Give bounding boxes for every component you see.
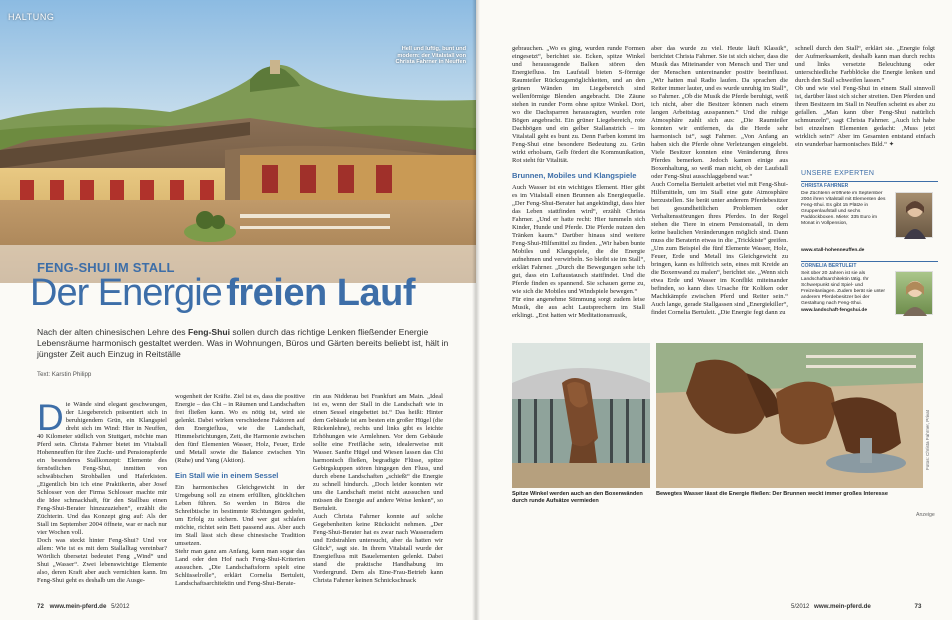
- page-gutter: [472, 0, 480, 620]
- right-col-3: [795, 45, 935, 157]
- section-label: HALTUNG: [8, 12, 55, 22]
- left-col-1: [37, 393, 167, 595]
- right-page: [476, 0, 952, 620]
- lead-text-start: Nach der alten chinesischen Lehre des: [37, 327, 188, 337]
- expert-1-text: Die Züchterin eröffnete im September 2004 ihren Vitalstall mit Elementen des Feng-Shui. Es gibt 15 Plätze in Gruppenlaufstall und sechs Paddockboxen. Miete: 335 Euro im Monat in Vollpension,: [801, 191, 886, 226]
- right-url: www.mein-pferd.de: [814, 603, 871, 610]
- left-issue: 5/2012: [111, 604, 130, 610]
- hero-caption: Hell und luftig, bunt und modern: der Vitalstall von Christa Fahrner in Neuffen: [395, 46, 466, 66]
- right-col-2: aber das wurde zu viel. Heute läuft Klassik“, berichtet Christa Fahrner. Sie ist sich sicher, dass die Musik das Miteinander von Mensch und Tier und der Menschen untereinander positiv beeinflusst. „Wir hatten mal Radio laufen. Da sprachen die Reiter immer lauter, und es wurde unruhig im Stall“, so Fahrner. „Ob die Musik die Pferde beruhigt, weiß ich nicht, aber die Besitzer können nach einem langen Arbeitstag ausspannen.“ Und die ruhige Atmosphäre zahlt sich aus: „Die Raumteiler konnten wir entfernen, da die Herde sehr harmonisch ist“, sagt Fahrner. „Von Anfang an haben sich die Pferde ohne Verletzungen eingelebt. Viele Besitzer konnten eine Veränderung ihres Pferdes bemerken. Jedoch kamen einige aus Boxenhaltung, so weiß man nicht, ob der Laufstall oder Feng-Shui ausschlaggebend war.“ Auch Cornelia Bertuleit arbeitet viel mit Feng-Shui-Hilfsmitteln, um im Stall eine gute Atmosphäre herzustellen. Sie berät unter anderem Pferdebesitzer bei gesundheitlichen Problemen oder Verhaltensstörungen ihres Pferdes. In der Regel stehen die Tiere in einem Pensionsstall, in dem keine baulichen Veränderungen möglich sind. Dann muss die Beraterin etwas in die „Trickkiste“ greifen. „Um zum Beispiel die fünf Elemente Wasser, Holz, Feuer, Erde und Metall ins Gleichgewicht zu bringen, kann es hilfreich sein, eines mit Kreide an die Boxenwand zu malen“, berichtet sie. „Wenn sich etwa Erde und Wasser im Konflikt miteinander befinden, so kann dies Ursache für Koliken oder Machtkämpfe zwischen Pferd und Reiter sein.“ Auch lange, gerade Stallgassen sind „Energiekiller“, findet Cornelia Bertuleit. „Die Energie fegt dann zu: [651, 45, 788, 316]
- portrait-icon: [896, 193, 934, 239]
- right-col-3-text: schnell durch den Stall“, erklärt sie. „Energie folgt der Aufmerksamkeit, deshalb kann man durch rechts und links versetzte Beleuchtung oder unterschiedliche Farbblöcke die Energie lenken und durch den Stall schweifen lassen.“ Ob und wie viel Feng-Shui in einem Stall sinnvoll ist, darüber lässt sich sicher streiten. Den Pferden und ihren Besitzern im Stall in Neuffen scheint es aber zu gefallen. „Man kann über Feng-Shui natürlich schmunzeln“, sagt Christa Fahrner. „Auch ich habe bei einzelnen Elementen gedacht: ‚Muss jetzt wirklich sein?‘ Aber im Gesamten entstand einfach ein wunderbar harmonisches Bild.“: [795, 45, 935, 148]
- right-folio: [791, 603, 921, 610]
- right-issue: 5/2012: [791, 604, 810, 610]
- left-col-1-text: ie Wände sind elegant geschwungen, der Liegebereich präsentiert sich in beruhigendem Grün, ein Klangspiel dreht sich im Wind: Hier in Neuffen, 40 Kilometer südlich von Stuttgart, möchte man Pferd sein. Christa Fahrner bietet im Vitalstall Hohenneuffen für ihre Zucht- und Pensionspferde ein besonderes Stallkonzept: Elemente des fernöstlichen Feng-Shui, inmitten von schwäbischen Strohballen und Haferkisten. „Eigentlich bin ich eine Praktikerin, aber Josef Schlosser von der Firma Schlosser machte mir die Idee schmackhaft, für den Stallbau einen Feng-Shui-Berater hinzuzuziehen“, erzählt die Züchterin. Und das Konzept ging auf: Als der Stall im September 2004 öffnete, war er nach nur vier Wochen voll. Doch was steckt hinter Feng-Shui? Und vor allem: Wie ist es mit dem Stallalltag vereinbar? Wörtlich übersetzt bedeutet Feng „Wind“ und Shui „Wasser“. Zwei lebenswichtige Elemente also, deren Kraft aber auch vernichten kann. Im Feng-Shui geht es deshalb um die Ausge-: [37, 401, 167, 584]
- lead-paragraph: [37, 327, 462, 360]
- drop-cap: D: [37, 397, 64, 438]
- expert-2-text: Seit über 20 Jahren ist sie als Landschaftsarchitektin tätig. Ihr Schwerpunkt sind Spiel- und Freizeitanlagen. Zudem berät sie unter anderem Pferdebesitzer bei der Gestaltung nach Feng-Shui.: [801, 271, 886, 306]
- stable-photo-illustration: [0, 0, 476, 283]
- lead-text-end: sollen durch das richtige Lenken fließender Energie Lebensräume harmonisch gestaltet werden. Was in Wohnungen, Büros und Gärten bereits beliebt ist, hält in jüngster Zeit auch Einzug in Reitställe: [37, 327, 449, 359]
- expert-2-name: CORNELIA BERTULEIT: [801, 261, 938, 269]
- right-page-number: 73: [914, 603, 922, 610]
- left-url: www.mein-pferd.de: [49, 603, 107, 610]
- left-page-number: 72: [37, 603, 44, 610]
- right-col-1: [512, 45, 645, 335]
- byline: Text: Karstin Philipp: [37, 371, 92, 378]
- headline-light: Der Energie: [30, 272, 222, 314]
- expert-1-photo: [895, 192, 933, 238]
- photo1-caption: Spitze Winkel werden auch an den Boxenwänden durch runde Aufsätze vermieden: [512, 491, 643, 504]
- right-col-1-para-b: Auch Wasser ist ein wichtiges Element. Hier gibt es im Vitalstall einen Brunnen als Energiequelle. „Der Feng-Shui-Berater hat angekündigt, dass hier das Leben stattfinden wird“, erzählt Christa Fahrner. „Und er hatte recht: Hier tummeln sich Kinder, Hunde und Pferde. Die Pferde nutzen den Tränken kaum.“ Darüber hinaus sind weitere Feng-Shui-Hilfsmittel zu finden. „Wir haben bunte Mobiles und Klangspiele, die die Energie aufnehmen und verwirbeln. So bleibt sie im Stall“, erklärt Fahrner. „Durch die Bewegungen sehe ich gut, dass ein Luftaustausch stattfindet. Und die Pferde finden es spannend. Sie schauen gerne zu, wie sich die Mobiles und Windspiele bewegen.“ Für eine angenehme Stimmung sorgt zudem leise Musik, die aus acht Lautsprechern im Stall erklingt. „Erst hatten wir Meditationsmusik,: [512, 184, 645, 319]
- photo2-caption: Bewegtes Wasser lässt die Energie fließen: Der Brunnen weckt immer großes Interesse: [656, 491, 889, 497]
- photo-horse-box: [512, 343, 650, 488]
- photo-credit: Fotos: Christa Fahrner, Privat: [925, 410, 930, 470]
- right-col-1-heading: Brunnen, Mobiles und Klangspiele: [512, 171, 637, 180]
- ad-tag: Anzeige: [916, 512, 935, 518]
- sidebar-title: UNSERE EXPERTEN: [801, 170, 875, 177]
- lead-bold-term: Feng-Shui: [187, 327, 230, 337]
- portrait-icon: [896, 272, 934, 316]
- left-col-2: [175, 393, 305, 595]
- horse-stall-illustration: [512, 343, 650, 488]
- headline-bold: freien Lauf: [226, 272, 415, 314]
- left-col-2-para-a: wogenheit der Kräfte. Ziel ist es, dass die positive Energie – das Chi – in Räumen und Landschaften frei fließen kann. Wo es nötig ist, wird sie gelenkt. Dabei wirken verschiedene Faktoren auf den Energiefluss, wie die Landschaft, Himmelsrichtungen, Zeit, die Harmonie zwischen den fünf Elementen Wasser, Holz, Feuer, Erde und Metall sowie die Balance zwischen Yin (Ruhe) und Yang (Aktion).: [175, 393, 305, 464]
- left-col-2-para-b: Ein harmonisches Gleichgewicht in der Umgebung soll zu einem erfüllten, glücklichen Leben führen. So werden in Büros die Schreibtische in bestimmte Richtungen gedreht, um Erfolg zu sichern. Und wer gut schlafen möchte, richtet sein Bett passend aus. Aber auch im Stall lässt sich diese chinesische Tradition umsetzen. Stehr man ganz am Anfang, kann man sogar das Land oder den Hof nach Feng-Shui-Kriterien aussuchen. „Die Landschaftsform spielt eine Schlüsselrolle“, erklärt Cornelia Bertuleit, Landschaftsarchitektin und Feng-Shui-Berate-: [175, 484, 305, 587]
- kicker: FENG-SHUI IM STALL: [37, 260, 175, 275]
- experts-sidebar: [801, 170, 938, 335]
- expert-2: [801, 261, 938, 341]
- expert-2-photo: [895, 271, 933, 315]
- headline: [30, 272, 415, 315]
- left-col-3: rin aus Nidderau bei Frankfurt am Main. „Ideal ist es, wenn der Stall in die Landschaft wie in einen Sessel eingebettet ist.“ Das heißt: Hinter dem Gebäude ist am besten ein großer Hügel (die Rückenlehne), rechts und links gibt es leichte Erhöhungen wie Armlehnen. Vor dem Gebäude sollte eine Freifläche sein, idealerweise mit Wasser. Sanfte Hügel und Wiesen lassen das Chi harmonisch fließen, begradigte Flüsse, spitze Gebirgskuppen stören hingegen den Fluss, und durch ebene Landschaften „schießt“ die Energie zu schnell hindurch. „Doch leider konnten wir uns die Landschaft meist nicht aussuchen und müssen die Energie auf andere Weise lenken“, so Bertuleit. Auch Christa Fahrner konnte auf solche Gegebenheiten keine Rücksicht nehmen. „Der Feng-Shui-Berater hat es zwar nach Wasseradern und Erdstrahlen untersucht, aber da hatten wir Glück“, sagt sie. In ihrem Vitalstall wurde der Energiefluss mit Bauelementen gelenkt. Dabei stand die praktische Handhabung im Vordergrund. Dem als Eine-Frau-Betrieb kann Christa Fahrner keinen Schnickschnack: [313, 393, 443, 584]
- expert-2-url[interactable]: www.landschaft-fengshui.de: [801, 308, 868, 313]
- expert-1-url[interactable]: www.stall-hohenneuffen.de: [801, 248, 865, 253]
- hero-photo: [0, 0, 476, 283]
- photo-horses-fountain: [656, 343, 923, 488]
- fountain-horses-illustration: [656, 343, 923, 488]
- expert-1-name: CHRISTA FAHRNER: [801, 181, 938, 189]
- left-folio: [37, 603, 129, 610]
- left-col-2-heading: Ein Stall wie in einem Sessel: [175, 471, 279, 480]
- right-col-1-para-a: gebrauchen. „Wo es ging, wurden runde Formen eingesetzt“, berichtet sie. Ecken, spitze Winkel und herausragende Balken stören den Energiefluss. Im Laufstall bieten S-förmige Raumteiler Rückzugsmöglichkeiten, und an den grünen Wänden im Liegebereich sind wellenförmige Blenden angebracht. Die Zäune stehen in runder Form ohne spitze Winkel. Dort, wo die Dachsparren herausragten, wurden rote Bögen angebracht. Ein grüner Liegebereich, rote Dachbögen und ein gelber Stallanstrich – im Vitalstall geht es bunt zu. Denn Farben kommt im Feng-Shui eine besondere Bedeutung zu. Grün wirkt erholsam, Gelb fördert die Kommunikation, Rot steht für Vitalität.: [512, 45, 645, 164]
- expert-1: [801, 181, 938, 261]
- end-mark-icon: ✦: [888, 141, 895, 148]
